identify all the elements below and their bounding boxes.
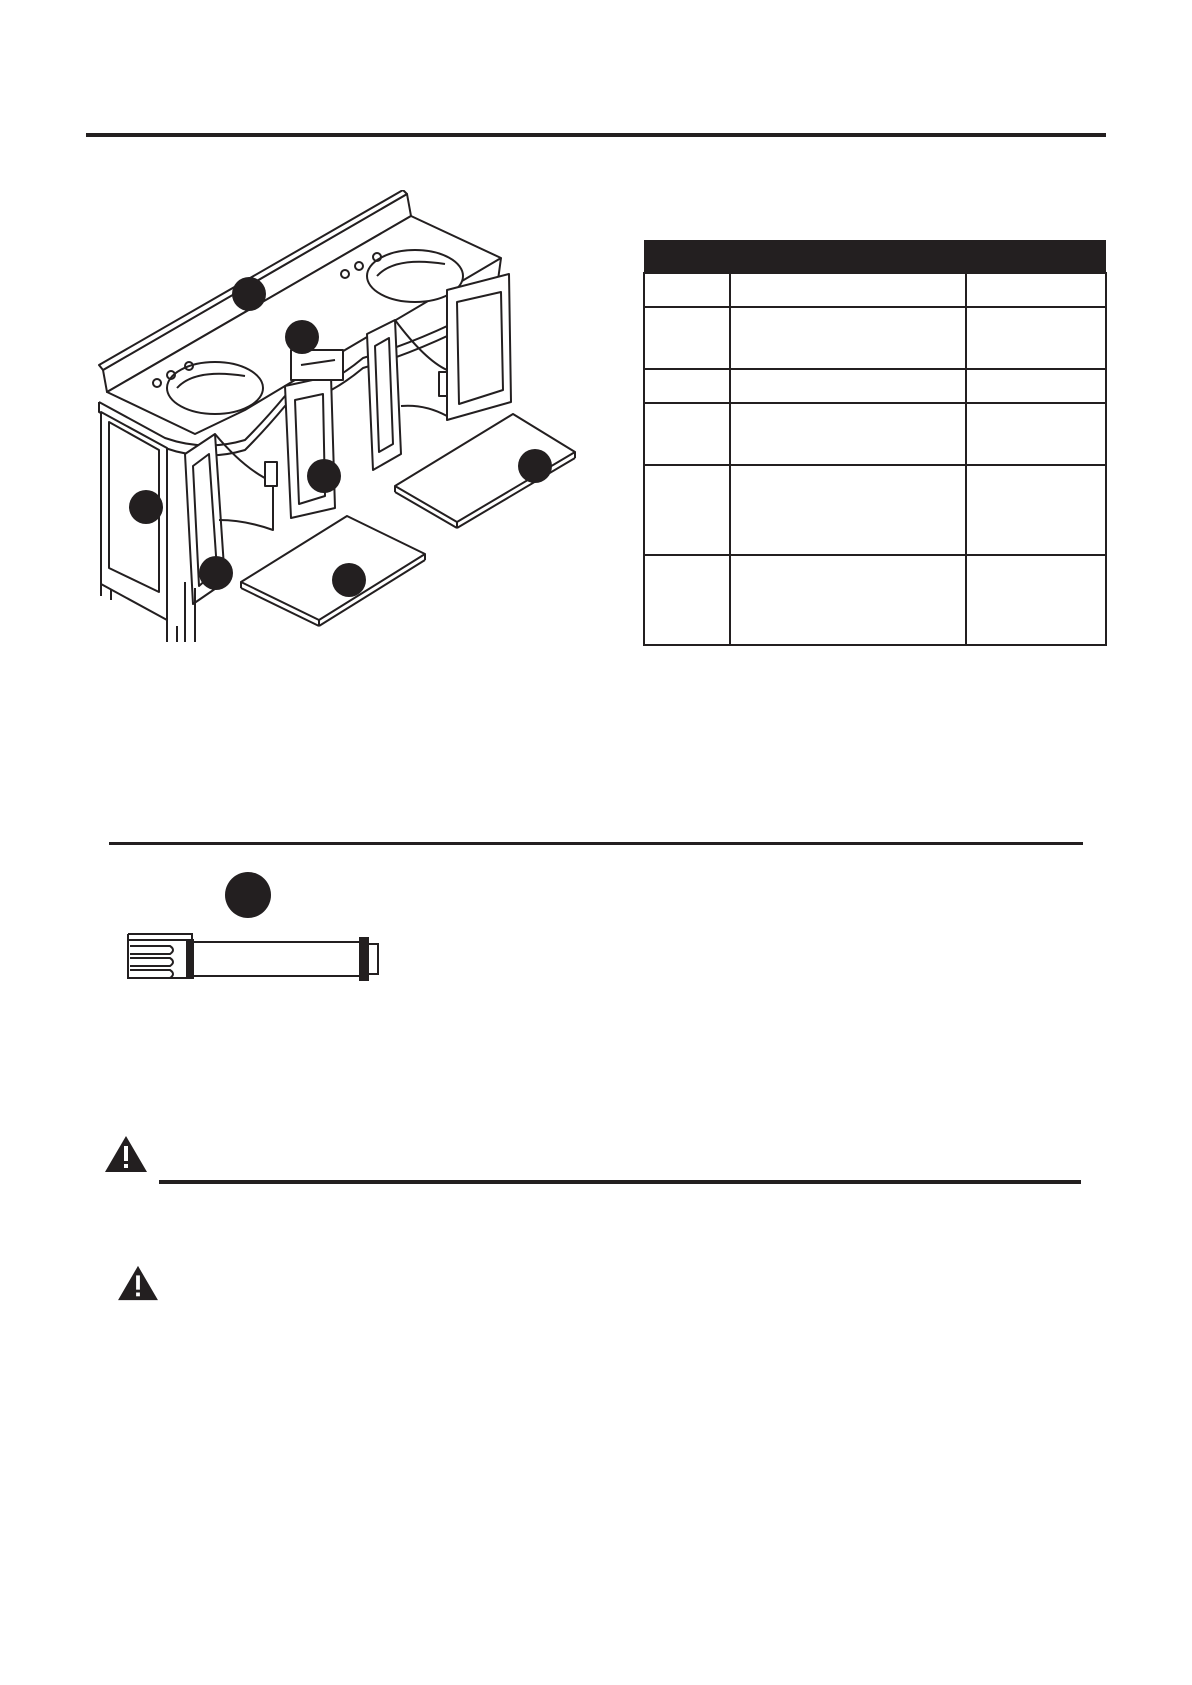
callout-center-door bbox=[307, 459, 341, 493]
parts-table-title-row bbox=[644, 240, 1106, 273]
right-door-shape bbox=[367, 320, 401, 470]
warnings-divider bbox=[159, 1180, 1081, 1184]
part-letter bbox=[644, 555, 730, 645]
table-row bbox=[644, 403, 1106, 465]
callout-backsplash bbox=[232, 277, 266, 311]
column-part bbox=[644, 273, 730, 307]
parts-table bbox=[643, 240, 1107, 646]
part-letter bbox=[644, 369, 730, 403]
left-sink bbox=[167, 362, 263, 414]
part-description bbox=[730, 555, 966, 645]
hardware-divider bbox=[109, 842, 1083, 845]
part-quantity bbox=[966, 465, 1106, 555]
callout-countertop bbox=[285, 320, 319, 354]
part-description bbox=[730, 403, 966, 465]
parts-table-header bbox=[644, 240, 1106, 273]
top-divider bbox=[86, 133, 1106, 137]
table-row bbox=[644, 369, 1106, 403]
table-row bbox=[644, 465, 1106, 555]
part-letter bbox=[644, 403, 730, 465]
table-row bbox=[644, 555, 1106, 645]
callout-left-door bbox=[199, 556, 233, 590]
part-letter bbox=[644, 465, 730, 555]
part-description bbox=[730, 369, 966, 403]
part-letter bbox=[644, 307, 730, 369]
parts-table-column-row bbox=[644, 273, 1106, 307]
column-description bbox=[730, 273, 966, 307]
callout-right-shelf bbox=[518, 449, 552, 483]
callout-cabinet-side bbox=[129, 490, 163, 524]
part-quantity bbox=[966, 403, 1106, 465]
warning-icon bbox=[104, 1134, 148, 1174]
part-description bbox=[730, 465, 966, 555]
part-quantity bbox=[966, 369, 1106, 403]
warning-icon bbox=[117, 1264, 159, 1302]
part-quantity bbox=[966, 307, 1106, 369]
column-quantity bbox=[966, 273, 1106, 307]
left-shelf-shape bbox=[241, 516, 425, 620]
part-description bbox=[730, 307, 966, 369]
part-quantity bbox=[966, 555, 1106, 645]
hardware-callout bbox=[225, 872, 271, 918]
table-row bbox=[644, 307, 1106, 369]
pipe-wrench-icon bbox=[126, 930, 386, 982]
callout-left-shelf bbox=[332, 563, 366, 597]
